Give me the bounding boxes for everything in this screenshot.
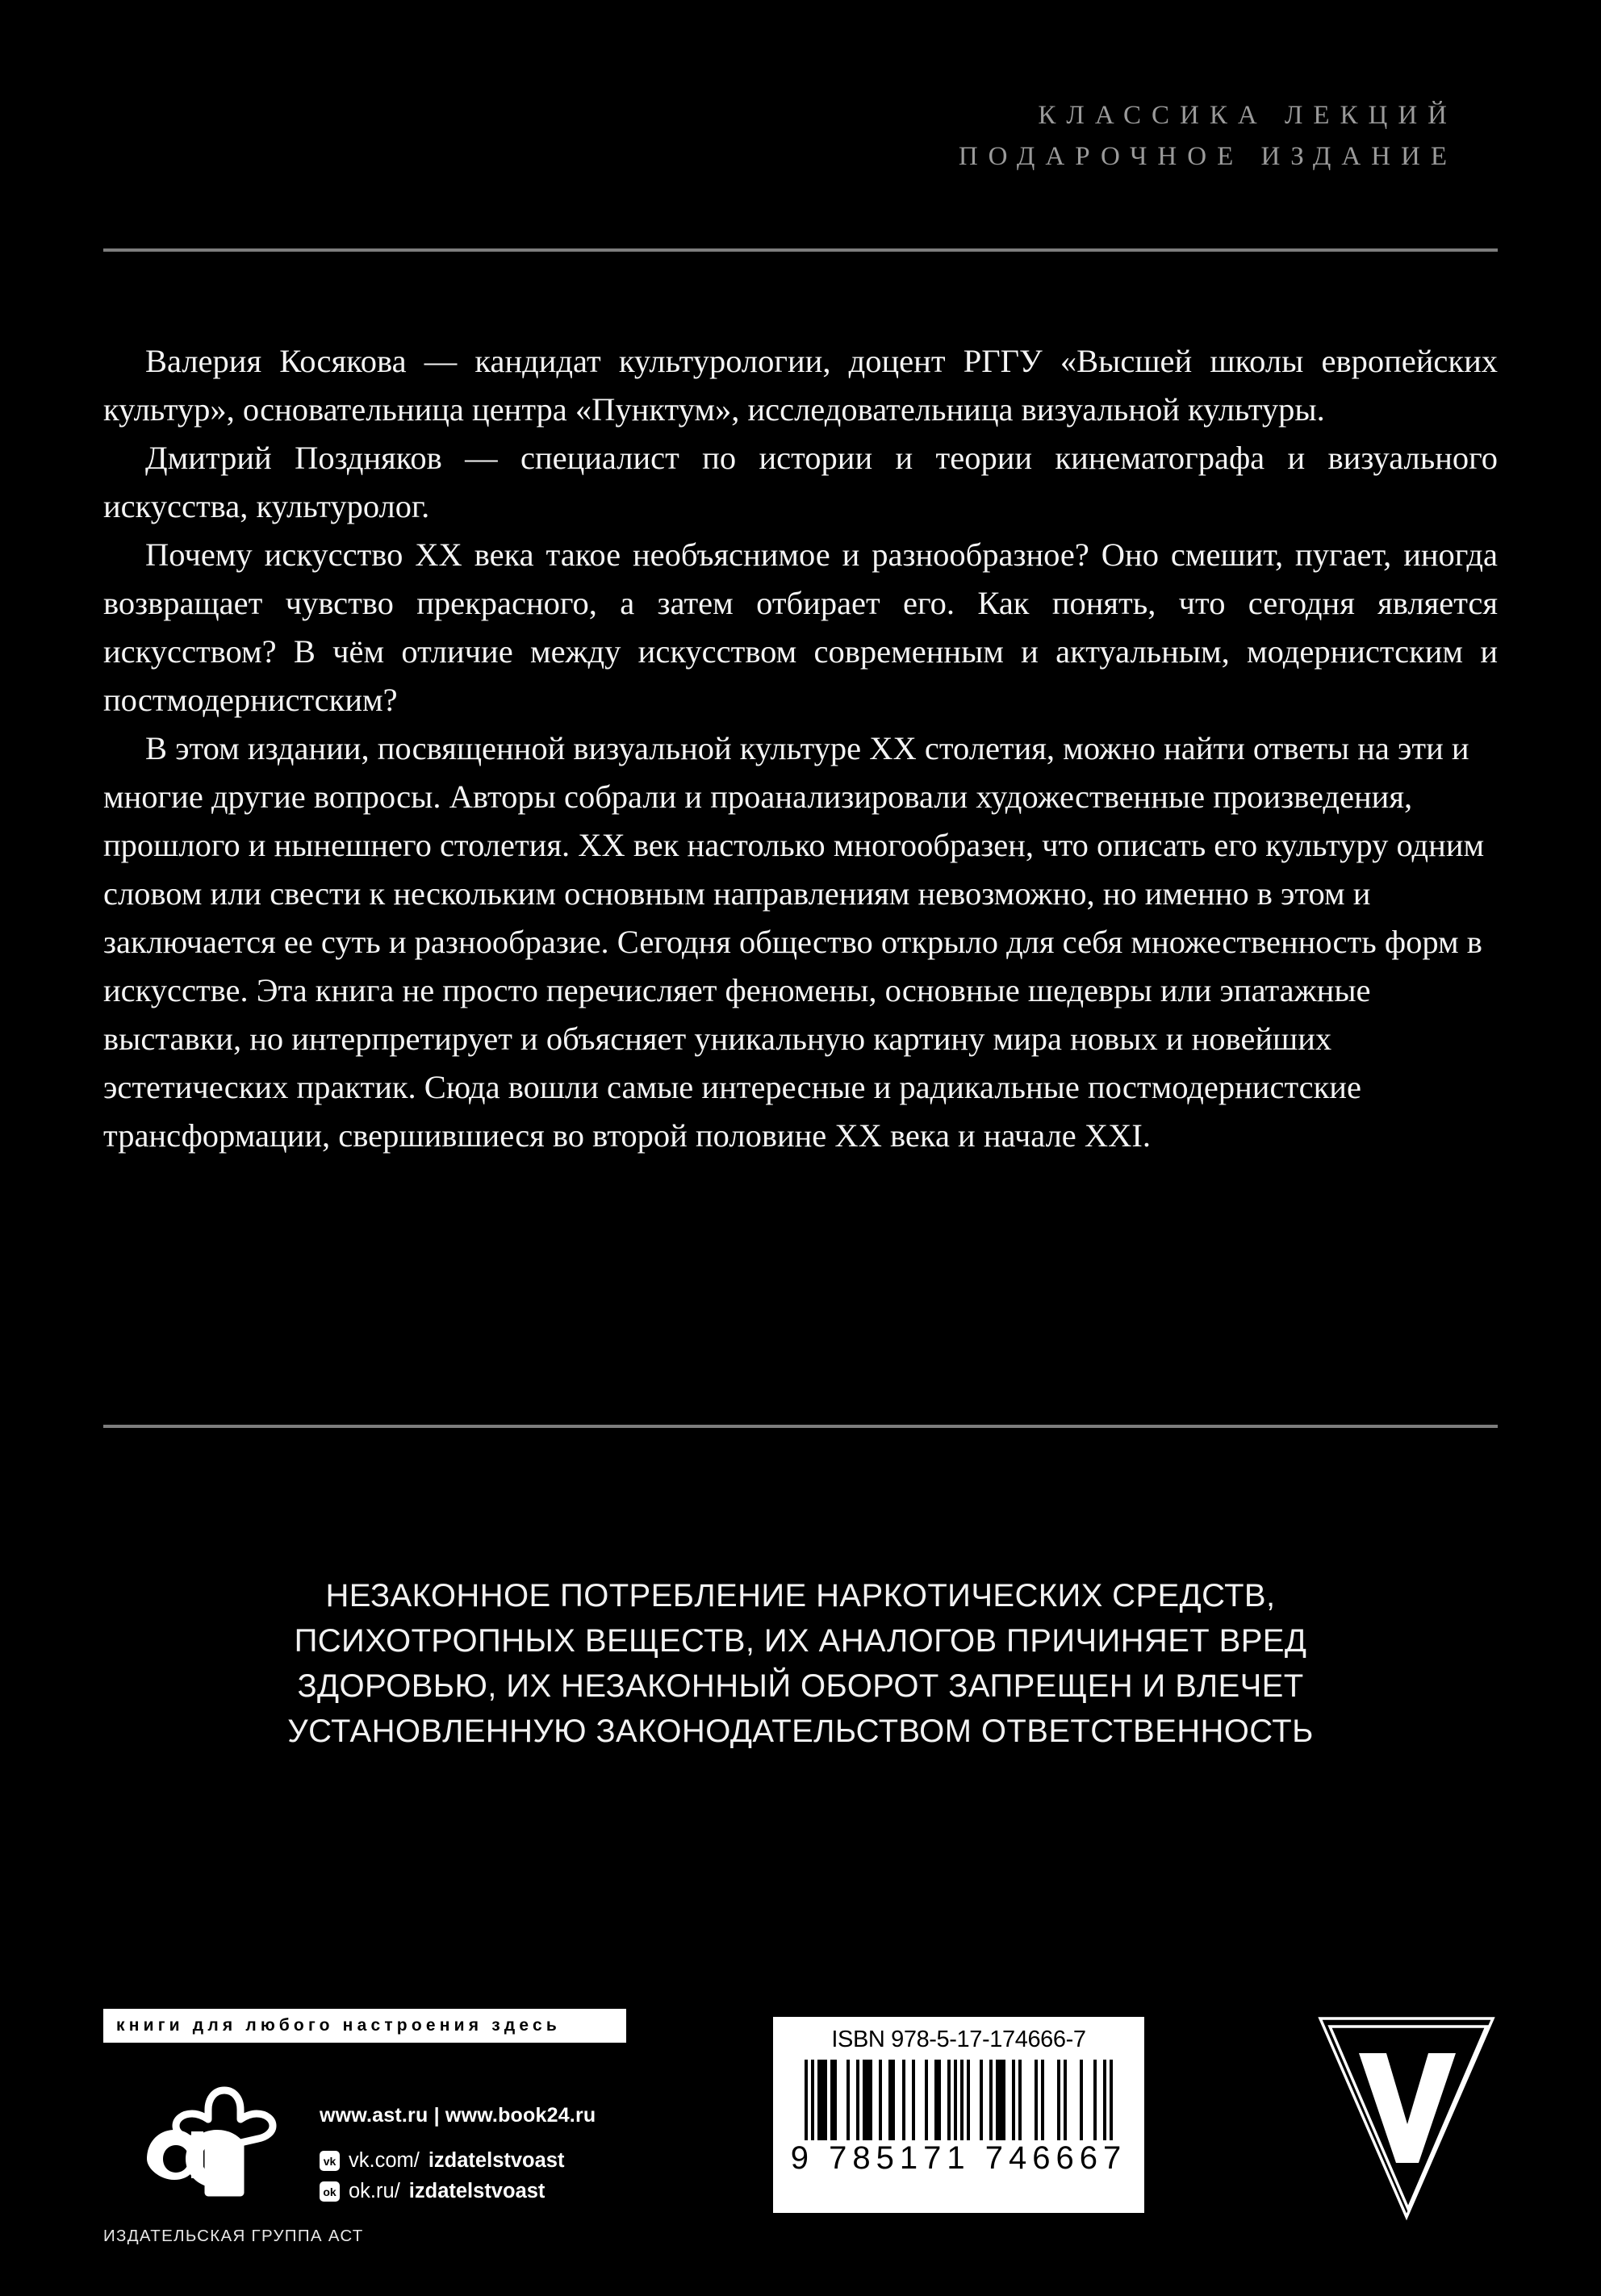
barcode-block — [773, 2017, 1144, 2213]
footer — [0, 2009, 1601, 2283]
blurb-paragraph-author-1: Валерия Косякова — кандидат культурологии, доцент РГГУ «Высшей школы европейских культур», основательница центра «Пунктум», исследовательница визуальной культуры. — [103, 343, 1498, 428]
ok-link-prefix: ok.ru/ — [349, 2180, 400, 2202]
series-header — [103, 95, 1498, 177]
publisher-caption: ИЗДАТЕЛЬСКАЯ ГРУППА АСТ — [103, 2227, 364, 2245]
publisher-block — [103, 2009, 668, 2245]
publisher-body — [103, 2072, 668, 2245]
publisher-websites[interactable]: www.ast.ru | www.book24.ru — [320, 2104, 596, 2127]
series-header-line-2: ПОДАРОЧНОЕ ИЗДАНИЕ — [958, 142, 1457, 172]
legal-warning-line-4: УСТАНОВЛЕННУЮ ЗАКОНОДАТЕЛЬСТВОМ ОТВЕТСТВЕННОСТЬ — [287, 1714, 1314, 1749]
isbn-text: ISBN 978-5-17-174666-7 — [831, 2027, 1086, 2052]
blurb-paragraph-description: В этом издании, посвященной визуальной культуре XX столетия, можно найти ответы на эти и многие другие вопросы. Авторы собрали и проанализировали художественные произведения, прошлого и нынешнего столетия. XX век настолько многообразен, что описать его культуру одним словом или свести к нескольким основным направлениям невозможно, но именно в этом и заключается ее суть и разнообразие. Сегодня общество открыло для себя множественность форм в искусстве. Эта книга не просто перечисляет феномены, основные шедевры или эпатажные выставки, но интерпретирует и объясняет уникальную картину мира новых и новейших эстетических практик. Сюда вошли самые интересные и радикальные постмодернистские трансформации, свершившиеся во второй половине XX века и начале XXI. — [103, 730, 1485, 1154]
legal-warning-line-3: ЗДОРОВЬЮ, ИХ НЕЗАКОННЫЙ ОБОРОТ ЗАПРЕЩЕН И ВЛЕЧЕТ — [297, 1668, 1304, 1704]
divider-top — [103, 248, 1498, 252]
legal-warning-line-1: НЕЗАКОННОЕ ПОТРЕБЛЕНИЕ НАРКОТИЧЕСКИХ СРЕДСТВ, — [325, 1578, 1276, 1613]
ok-link-handle: izdatelstvoast — [408, 2180, 546, 2202]
ok-link-row[interactable] — [320, 2180, 596, 2203]
blurb-paragraph-questions: Почему искусство XX века такое необъяснимое и разнообразное? Оно смешит, пугает, иногда возвращает чувство прекрасного, а затем отбирает его. Как понять, что сегодня является искусством? В чём отличие между искусством современным и актуальным, модернистским и постмодернистским? — [103, 536, 1498, 718]
vk-link-handle: izdatelstvoast — [428, 2149, 565, 2172]
imprint-v-logo — [1314, 2009, 1499, 2227]
vk-icon: vk — [320, 2151, 340, 2171]
ast-logo — [137, 2072, 278, 2205]
ok-icon: ok — [320, 2181, 340, 2202]
divider-bottom — [103, 1425, 1498, 1428]
vk-link-prefix: vk.com/ — [349, 2149, 420, 2172]
publisher-links — [320, 2104, 596, 2210]
blurb-paragraph-author-2: Дмитрий Поздняков — специалист по истории и теории кинематографа и визуального искусства, культуролог. — [103, 440, 1498, 524]
series-header-line-1: КЛАССИКА ЛЕКЦИЙ — [1038, 101, 1457, 130]
legal-warning-block — [103, 1573, 1498, 1754]
vk-link-row[interactable] — [320, 2149, 596, 2173]
ean-digits: 9 785171 746667 — [790, 2140, 1127, 2176]
legal-warning-line-2: ПСИХОТРОПНЫХ ВЕЩЕСТВ, ИХ АНАЛОГОВ ПРИЧИНЯЕТ ВРЕД — [294, 1623, 1307, 1659]
publisher-tagline-banner: книги для любого настроения здесь — [103, 2009, 626, 2043]
blurb-text-block — [103, 337, 1498, 1160]
